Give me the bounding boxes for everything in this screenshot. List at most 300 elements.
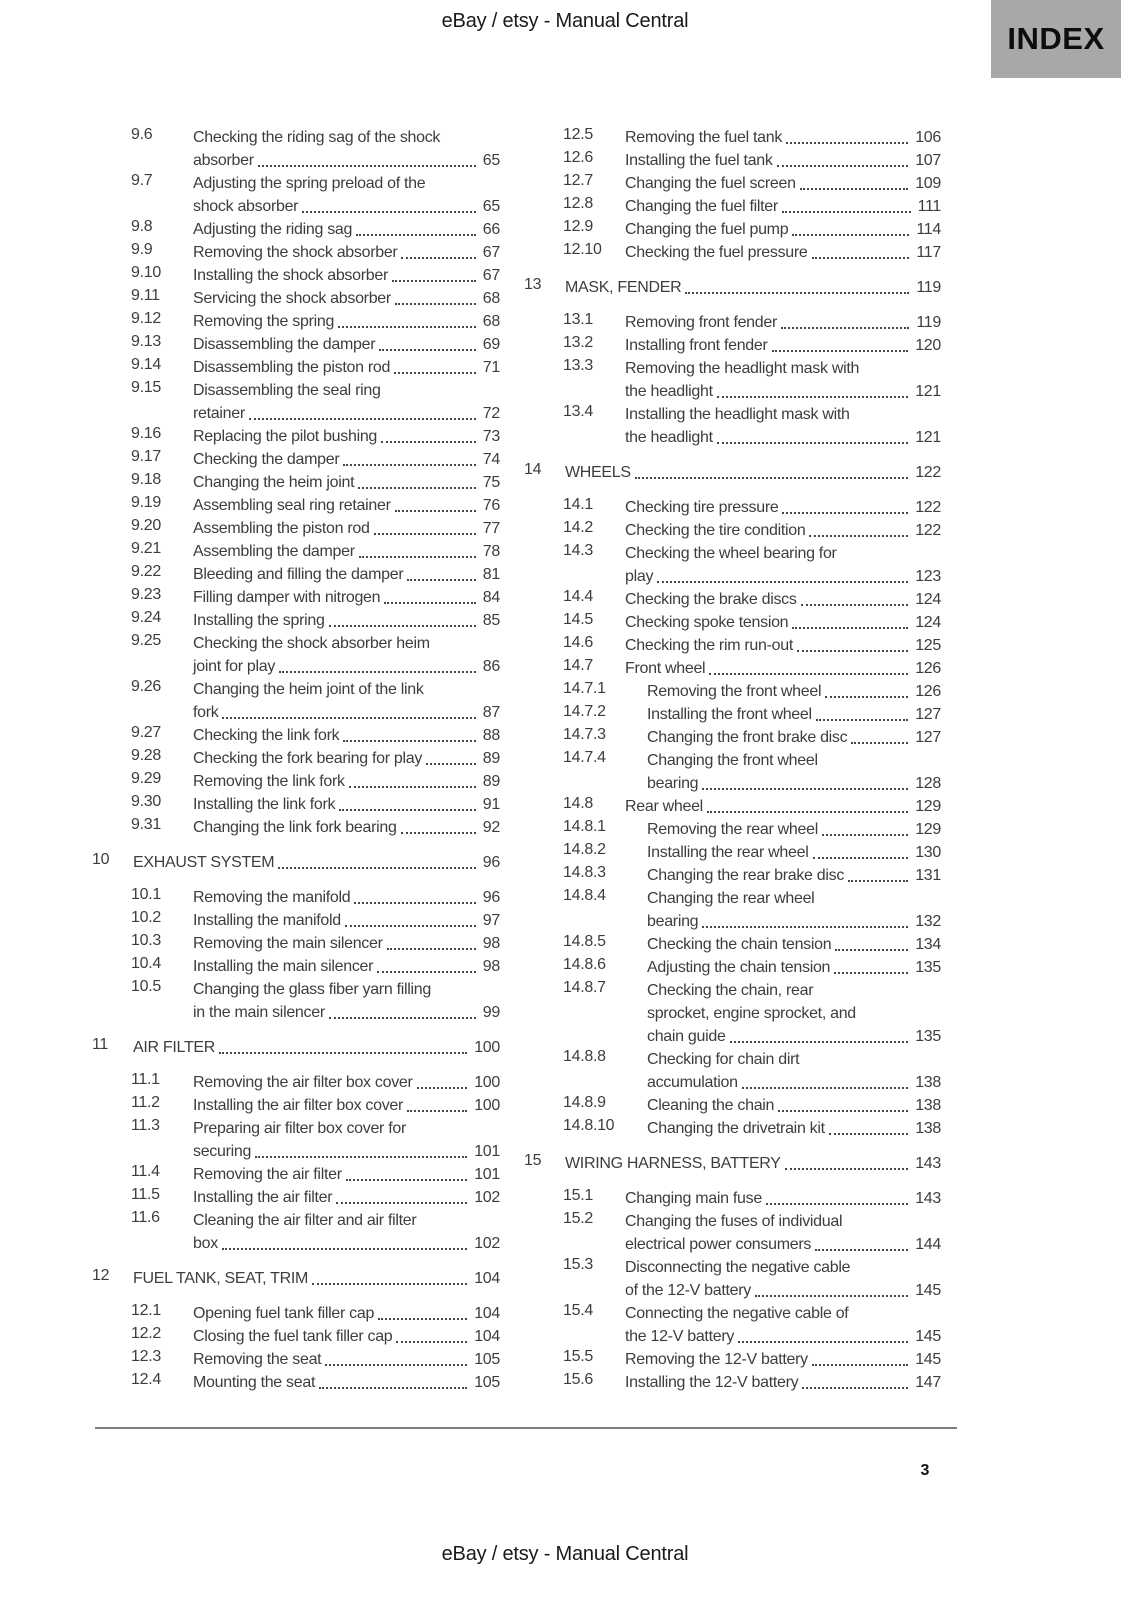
toc-title: the 12-V battery xyxy=(625,1328,735,1345)
toc-entry-row xyxy=(524,1348,941,1371)
toc-title-line: Changing the rear wheel xyxy=(647,890,815,907)
toc-entry-row xyxy=(92,356,500,379)
toc-entry-row xyxy=(92,1348,500,1371)
toc-page-ref: 143 xyxy=(915,1190,941,1207)
dot-leader xyxy=(381,441,476,443)
dot-leader xyxy=(339,809,476,811)
toc-entry-row xyxy=(524,496,941,519)
toc-entry-row xyxy=(92,678,500,724)
toc-entry-row xyxy=(524,634,941,657)
toc-title: WIRING HARNESS, BATTERY xyxy=(565,1155,781,1172)
dot-leader xyxy=(407,579,475,581)
toc-page-ref: 102 xyxy=(474,1235,500,1252)
dot-leader xyxy=(329,1017,476,1019)
toc-title: Disassembling the piston rod xyxy=(193,359,391,376)
toc-entry-row xyxy=(92,264,500,287)
dot-leader xyxy=(702,788,908,790)
toc-title: Installing the link fork xyxy=(193,796,336,813)
dot-leader xyxy=(349,786,476,788)
toc-page-ref: 124 xyxy=(915,614,941,631)
dot-leader xyxy=(782,211,911,213)
toc-title: Removing the air filter xyxy=(193,1166,342,1183)
toc-section-number: 15.4 xyxy=(563,1302,593,1319)
toc-section-number: 9.31 xyxy=(131,816,161,833)
toc-section-number: 9.30 xyxy=(131,793,161,810)
toc-title: box xyxy=(193,1235,218,1252)
toc-section-number: 9.14 xyxy=(131,356,161,373)
toc-entry-row xyxy=(524,956,941,979)
toc-title: bearing xyxy=(647,775,699,792)
toc-page-ref: 102 xyxy=(474,1189,500,1206)
toc-title-line: Disassembling the seal ring xyxy=(193,382,381,399)
toc-entry-row xyxy=(92,563,500,586)
toc-title: Changing the fuel screen xyxy=(625,175,796,192)
toc-entry-row xyxy=(92,517,500,540)
toc-page-ref: 86 xyxy=(482,658,500,675)
toc-section-number: 14.8 xyxy=(563,795,593,812)
toc-entry-row xyxy=(524,749,941,795)
dot-leader xyxy=(738,1341,908,1343)
toc-title: Assembling the damper xyxy=(193,543,355,560)
dot-leader xyxy=(829,1133,908,1135)
toc-entry-row xyxy=(92,816,500,839)
toc-page-ref: 121 xyxy=(915,429,941,446)
toc-title-line: Preparing air filter box cover for xyxy=(193,1120,407,1137)
toc-section-number: 13.4 xyxy=(563,403,593,420)
toc-page-ref: 66 xyxy=(482,221,500,238)
dot-leader xyxy=(685,292,909,294)
dot-leader xyxy=(825,696,908,698)
toc-title: Removing the manifold xyxy=(193,889,351,906)
toc-entry-row xyxy=(92,448,500,471)
dot-leader xyxy=(766,1203,908,1205)
toc-entry-row xyxy=(92,632,500,678)
toc-section-number: 14.3 xyxy=(563,542,593,559)
toc-title: Disassembling the damper xyxy=(193,336,376,353)
toc-page-ref: 105 xyxy=(474,1374,500,1391)
toc-title: absorber xyxy=(193,152,254,169)
toc-title-line: Connecting the negative cable of xyxy=(625,1305,849,1322)
toc-page-ref: 87 xyxy=(482,704,500,721)
dot-leader xyxy=(755,1295,908,1297)
dot-leader xyxy=(222,717,475,719)
dot-leader xyxy=(249,418,476,420)
toc-page-ref: 138 xyxy=(915,1074,941,1091)
toc-title: Installing the 12-V battery xyxy=(625,1374,799,1391)
toc-page-ref: 128 xyxy=(915,775,941,792)
toc-title: accumulation xyxy=(647,1074,738,1091)
toc-section-number: 13 xyxy=(524,276,542,293)
toc-title: Checking the brake discs xyxy=(625,591,797,608)
dot-leader xyxy=(258,165,476,167)
toc-page-ref: 101 xyxy=(474,1143,500,1160)
toc-page-ref: 109 xyxy=(915,175,941,192)
toc-section-number: 9.18 xyxy=(131,471,161,488)
toc-section-number: 11.2 xyxy=(131,1094,160,1111)
toc-entry-row xyxy=(92,379,500,425)
dot-leader xyxy=(378,1318,467,1320)
toc-title: AIR FILTER xyxy=(133,1039,216,1056)
toc-page-ref: 96 xyxy=(482,854,500,871)
dot-leader xyxy=(851,742,908,744)
toc-title: Mounting the seat xyxy=(193,1374,316,1391)
toc-section-number: 12.3 xyxy=(131,1348,161,1365)
toc-section-number: 14.8.1 xyxy=(563,818,606,835)
dot-leader xyxy=(319,1387,467,1389)
toc-page-ref: 89 xyxy=(482,750,500,767)
dot-leader xyxy=(358,487,476,489)
toc-section-number: 9.19 xyxy=(131,494,161,511)
toc-section-number: 14.8.7 xyxy=(563,979,606,996)
toc-section-number: 9.6 xyxy=(131,126,153,143)
toc-entry-row xyxy=(524,542,941,588)
dot-leader xyxy=(394,372,476,374)
dot-leader xyxy=(797,650,908,652)
dot-leader xyxy=(356,234,476,236)
toc-entry-row xyxy=(92,494,500,517)
toc-section-number: 10.2 xyxy=(131,909,161,926)
dot-leader xyxy=(395,510,476,512)
dot-leader xyxy=(792,627,908,629)
toc-entry-row xyxy=(92,747,500,770)
toc-section-number: 10.3 xyxy=(131,932,161,949)
toc-entry-row xyxy=(92,310,500,333)
toc-section-number: 9.11 xyxy=(131,287,160,304)
toc-entry-row xyxy=(524,1256,941,1302)
toc-entry-row xyxy=(524,149,941,172)
toc-page-ref: 89 xyxy=(482,773,500,790)
toc-page-ref: 104 xyxy=(474,1305,500,1322)
dot-leader xyxy=(707,811,908,813)
toc-section-number: 9.26 xyxy=(131,678,161,695)
toc-chapter-row xyxy=(92,1267,500,1290)
toc-title-line: Installing the headlight mask with xyxy=(625,406,850,423)
index-tab-label: INDEX xyxy=(1007,21,1105,56)
toc-title: Removing the shock absorber xyxy=(193,244,398,261)
toc-section-number: 9.16 xyxy=(131,425,161,442)
toc-section-number: 14.7 xyxy=(563,657,593,674)
toc-page-ref: 74 xyxy=(482,451,500,468)
dot-leader xyxy=(800,188,909,190)
toc-entry-row xyxy=(524,841,941,864)
toc-section-number: 9.10 xyxy=(131,264,161,281)
toc-title: Removing the 12-V battery xyxy=(625,1351,808,1368)
toc-section-number: 9.13 xyxy=(131,333,161,350)
dot-leader xyxy=(407,1110,467,1112)
dot-leader xyxy=(709,673,908,675)
footer-divider xyxy=(95,1427,957,1429)
toc-title: shock absorber xyxy=(193,198,299,215)
toc-entry-row xyxy=(524,680,941,703)
toc-page-ref: 106 xyxy=(915,129,941,146)
toc-section-number: 12.4 xyxy=(131,1371,161,1388)
toc-title: Changing the rear brake disc xyxy=(647,867,845,884)
toc-section-number: 11.6 xyxy=(131,1209,160,1226)
toc-title-line: sprocket, engine sprocket, and xyxy=(647,1005,856,1022)
toc-title-line: Checking the chain, rear xyxy=(647,982,814,999)
toc-entry-row xyxy=(524,979,941,1048)
toc-section-number: 9.15 xyxy=(131,379,161,396)
toc-entry-row xyxy=(92,1094,500,1117)
toc-entry-row xyxy=(92,1209,500,1255)
dot-leader xyxy=(785,1168,909,1170)
dot-leader xyxy=(815,1249,908,1251)
toc-title: Removing the spring xyxy=(193,313,335,330)
toc-page-ref: 77 xyxy=(482,520,500,537)
toc-page-ref: 127 xyxy=(915,706,941,723)
toc-title-line: Removing the headlight mask with xyxy=(625,360,860,377)
toc-title: in the main silencer xyxy=(193,1004,325,1021)
toc-section-number: 9.9 xyxy=(131,241,153,258)
toc-chapter-row xyxy=(92,1036,500,1059)
document-footer-title: eBay / etsy - Manual Central xyxy=(441,1543,689,1565)
toc-entry-row xyxy=(92,909,500,932)
toc-title: Installing the air filter box cover xyxy=(193,1097,404,1114)
toc-section-number: 14.8.2 xyxy=(563,841,606,858)
toc-page-ref: 117 xyxy=(916,244,941,261)
toc-title: Checking the link fork xyxy=(193,727,340,744)
dot-leader xyxy=(343,464,475,466)
toc-entry-row xyxy=(524,195,941,218)
toc-title: Changing the fuel filter xyxy=(625,198,778,215)
toc-entry-row xyxy=(524,611,941,634)
toc-section-number: 10.4 xyxy=(131,955,161,972)
toc-entry-row xyxy=(524,864,941,887)
toc-title: Changing the fuel pump xyxy=(625,221,789,238)
toc-section-number: 10 xyxy=(92,851,110,868)
toc-section-number: 12 xyxy=(92,1267,110,1284)
toc-section-number: 11.1 xyxy=(131,1071,160,1088)
toc-entry-row xyxy=(524,703,941,726)
toc-entry-row xyxy=(92,770,500,793)
toc-section-number: 9.24 xyxy=(131,609,161,626)
toc-title: Installing front fender xyxy=(625,337,768,354)
toc-entry-row xyxy=(524,795,941,818)
toc-page-ref: 127 xyxy=(915,729,941,746)
toc-entry-row xyxy=(524,218,941,241)
toc-title: Installing the front wheel xyxy=(647,706,812,723)
toc-page-ref: 96 xyxy=(482,889,500,906)
toc-entry-row xyxy=(524,241,941,264)
dot-leader xyxy=(329,625,476,627)
dot-leader xyxy=(401,832,476,834)
dot-leader xyxy=(387,948,476,950)
toc-page-ref: 131 xyxy=(915,867,941,884)
toc-page-ref: 134 xyxy=(915,936,941,953)
toc-page-ref: 126 xyxy=(915,660,941,677)
toc-title-line: Changing the heim joint of the link xyxy=(193,681,424,698)
dot-leader xyxy=(813,857,909,859)
dot-leader xyxy=(426,763,476,765)
toc-column-left xyxy=(92,126,500,1394)
toc-title: Removing the seat xyxy=(193,1351,322,1368)
dot-leader xyxy=(778,1110,908,1112)
toc-title: securing xyxy=(193,1143,252,1160)
toc-section-number: 12.1 xyxy=(131,1302,161,1319)
toc-section-number: 11 xyxy=(92,1036,109,1053)
toc-section-number: 14.6 xyxy=(563,634,593,651)
toc-section-number: 12.5 xyxy=(563,126,593,143)
toc-title: Removing the air filter box cover xyxy=(193,1074,413,1091)
toc-section-number: 12.2 xyxy=(131,1325,161,1342)
toc-entry-row xyxy=(92,1186,500,1209)
toc-entry-row xyxy=(92,1371,500,1394)
toc-title: joint for play xyxy=(193,658,276,675)
toc-title: Removing front fender xyxy=(625,314,778,331)
toc-section-number: 9.12 xyxy=(131,310,161,327)
toc-section-number: 12.6 xyxy=(563,149,593,166)
toc-section-number: 13.3 xyxy=(563,357,593,374)
toc-page-ref: 84 xyxy=(482,589,500,606)
toc-page-ref: 100 xyxy=(474,1039,500,1056)
toc-title: Filling damper with nitrogen xyxy=(193,589,381,606)
toc-title: Changing the drivetrain kit xyxy=(647,1120,825,1137)
toc-entry-row xyxy=(524,1048,941,1094)
toc-entry-row xyxy=(92,932,500,955)
toc-section-number: 9.7 xyxy=(131,172,153,189)
toc-entry-row xyxy=(92,1071,500,1094)
toc-page-ref: 104 xyxy=(474,1328,500,1345)
toc-page-ref: 100 xyxy=(474,1097,500,1114)
toc-title-line: Adjusting the spring preload of the xyxy=(193,175,426,192)
toc-page-ref: 101 xyxy=(474,1166,500,1183)
toc-column-right xyxy=(524,126,941,1394)
toc-entry-row xyxy=(524,1302,941,1348)
dot-leader xyxy=(809,535,908,537)
toc-section-number: 14.8.8 xyxy=(563,1048,606,1065)
toc-page-ref: 123 xyxy=(915,568,941,585)
toc-entry-row xyxy=(92,886,500,909)
toc-section-number: 9.28 xyxy=(131,747,161,764)
toc-title: EXHAUST SYSTEM xyxy=(133,854,275,871)
toc-page-ref: 76 xyxy=(482,497,500,514)
toc-title: Adjusting the riding sag xyxy=(193,221,353,238)
toc-page-ref: 75 xyxy=(482,474,500,491)
dot-leader xyxy=(377,971,476,973)
toc-page-ref: 104 xyxy=(474,1270,500,1287)
toc-page-ref: 119 xyxy=(916,314,941,331)
toc-page-ref: 138 xyxy=(915,1120,941,1137)
dot-leader xyxy=(822,834,908,836)
toc-section-number: 9.25 xyxy=(131,632,161,649)
dot-leader xyxy=(781,327,909,329)
toc-section-number: 9.17 xyxy=(131,448,161,465)
dot-leader xyxy=(374,533,476,535)
toc-entry-row xyxy=(92,1325,500,1348)
toc-page-ref: 143 xyxy=(915,1155,941,1172)
toc-title: Installing the shock absorber xyxy=(193,267,388,284)
toc-section-number: 14 xyxy=(524,461,542,478)
toc-page-ref: 144 xyxy=(915,1236,941,1253)
dot-leader xyxy=(730,1041,909,1043)
toc-page-ref: 126 xyxy=(915,683,941,700)
dot-leader xyxy=(635,477,908,479)
toc-page-ref: 122 xyxy=(915,499,941,516)
toc-entry-row xyxy=(524,588,941,611)
toc-title: Removing the rear wheel xyxy=(647,821,818,838)
toc-entry-row xyxy=(92,1117,500,1163)
dot-leader xyxy=(338,326,476,328)
toc-section-number: 10.1 xyxy=(131,886,161,903)
toc-section-number: 14.8.4 xyxy=(563,887,606,904)
toc-section-number: 14.4 xyxy=(563,588,593,605)
toc-title-line: Checking the riding sag of the shock xyxy=(193,129,441,146)
toc-page-ref: 91 xyxy=(482,796,500,813)
toc-title-line: Disconnecting the negative cable xyxy=(625,1259,851,1276)
toc-entry-row xyxy=(524,1117,941,1140)
toc-entry-row xyxy=(92,978,500,1024)
toc-page-ref: 135 xyxy=(915,1028,941,1045)
toc-section-number: 12.8 xyxy=(563,195,593,212)
dot-leader xyxy=(343,740,475,742)
toc-entry-row xyxy=(524,1371,941,1394)
toc-entry-row xyxy=(92,126,500,172)
toc-entry-row xyxy=(524,726,941,749)
toc-page-ref: 122 xyxy=(915,464,941,481)
toc-entry-row xyxy=(524,334,941,357)
toc-title: bearing xyxy=(647,913,699,930)
dot-leader xyxy=(657,581,908,583)
toc-section-number: 11.5 xyxy=(131,1186,160,1203)
toc-entry-row xyxy=(524,403,941,449)
toc-title: Installing the manifold xyxy=(193,912,341,929)
toc-entry-row xyxy=(92,793,500,816)
dot-leader xyxy=(772,350,909,352)
toc-page-ref: 71 xyxy=(482,359,500,376)
toc-section-number: 15.5 xyxy=(563,1348,593,1365)
toc-section-number: 15 xyxy=(524,1152,542,1169)
toc-title: fork xyxy=(193,704,219,721)
dot-leader xyxy=(354,902,475,904)
toc-entry-row xyxy=(524,519,941,542)
toc-title-line: Changing the glass fiber yarn filling xyxy=(193,981,431,998)
toc-section-number: 14.8.6 xyxy=(563,956,606,973)
toc-title: Closing the fuel tank filler cap xyxy=(193,1328,393,1345)
toc-page-ref: 120 xyxy=(915,337,941,354)
toc-title: Installing the main silencer xyxy=(193,958,374,975)
toc-page-ref: 114 xyxy=(916,221,941,238)
toc-entry-row xyxy=(524,887,941,933)
toc-title: MASK, FENDER xyxy=(565,279,682,296)
toc-section-number: 11.4 xyxy=(131,1163,160,1180)
dot-leader xyxy=(222,1248,467,1250)
toc-entry-row xyxy=(524,933,941,956)
toc-page-ref: 130 xyxy=(915,844,941,861)
toc-entry-row xyxy=(92,218,500,241)
toc-title: the headlight xyxy=(625,429,713,446)
toc-section-number: 9.27 xyxy=(131,724,161,741)
toc-title: Checking the tire condition xyxy=(625,522,806,539)
toc-entry-row xyxy=(92,287,500,310)
dot-leader xyxy=(278,867,475,869)
toc-title: Removing the link fork xyxy=(193,773,345,790)
toc-entry-row xyxy=(92,425,500,448)
toc-page-ref: 67 xyxy=(482,244,500,261)
toc-title: Replacing the pilot bushing xyxy=(193,428,378,445)
toc-entry-row xyxy=(524,311,941,334)
dot-leader xyxy=(345,925,476,927)
toc-section-number: 14.5 xyxy=(563,611,593,628)
toc-title: Installing the rear wheel xyxy=(647,844,809,861)
toc-title: Assembling the piston rod xyxy=(193,520,370,537)
dot-leader xyxy=(812,1364,908,1366)
toc-title: Checking tire pressure xyxy=(625,499,779,516)
toc-title: Removing the front wheel xyxy=(647,683,822,700)
toc-page-ref: 145 xyxy=(915,1328,941,1345)
dot-leader xyxy=(219,1052,467,1054)
toc-title: Changing the heim joint xyxy=(193,474,355,491)
toc-title: Bleeding and filling the damper xyxy=(193,566,404,583)
